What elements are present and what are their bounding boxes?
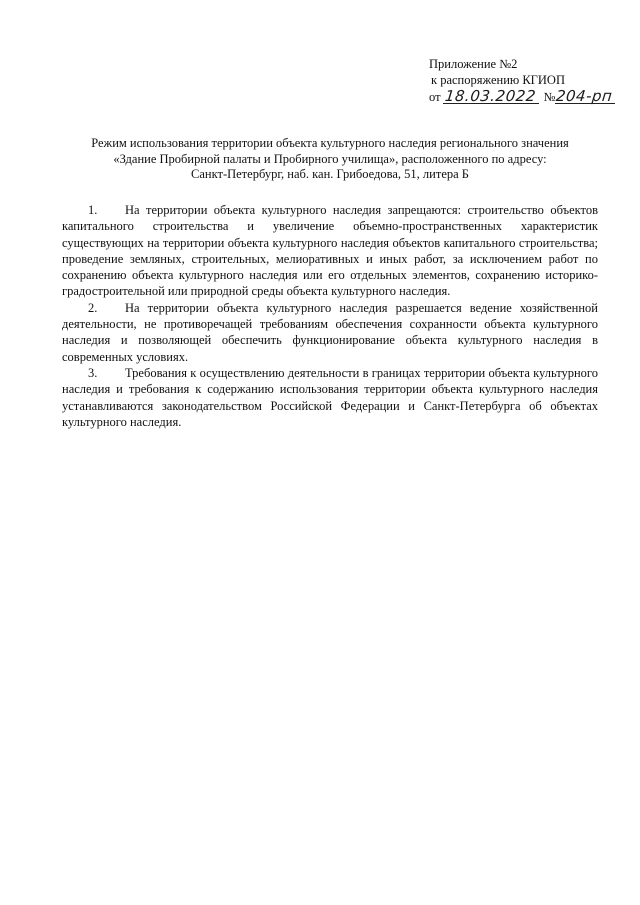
paragraph-3 bbox=[62, 365, 598, 430]
paragraph-number: 3. bbox=[88, 365, 98, 380]
paragraph-text: На территории объекта культурного наследия запрещаются: строительство объектов капитального строительства и увеличение объемно-пространственных характеристик существующих на территории объекта культурного наследия объектов капитального строительства; проведение земляных, строительных, мелиоративных и иных работ, за исключением работ по сохранению объекта культурного наследия или его отдельных элементов, сохранению историко-градостроительной или природной среды объекта культурного наследия. bbox=[62, 203, 598, 299]
appendix-order-ref: к распоряжению КГИОП bbox=[431, 73, 565, 87]
document-title bbox=[60, 136, 600, 183]
date-value: 18.03.2022 bbox=[443, 87, 537, 105]
paragraph-text: Требования к осуществлению деятельности в границах территории объекта культурного наследия и требования к содержанию использования территории объекта культурного наследия устанавливаются законодательством Российской Федерации и Санкт-Петербурга об объектах культурного наследия. bbox=[62, 365, 598, 429]
document-body bbox=[62, 202, 598, 430]
number-value: 204-рп bbox=[555, 87, 614, 105]
paragraph-1 bbox=[62, 202, 598, 300]
title-line-2: «Здание Пробирной палаты и Пробирного училища», расположенного по адресу: bbox=[113, 151, 547, 166]
appendix-block bbox=[429, 56, 629, 105]
appendix-date-number-line bbox=[429, 88, 629, 105]
number-underline bbox=[555, 103, 614, 104]
number-handwritten-field bbox=[556, 88, 612, 105]
paragraph-number: 2. bbox=[88, 300, 98, 315]
date-prefix: от bbox=[429, 90, 441, 104]
title-line-1: Режим использования территории объекта культурного наследия регионального значения bbox=[91, 136, 569, 150]
paragraph-2 bbox=[62, 300, 598, 365]
appendix-title: Приложение №2 bbox=[429, 57, 518, 71]
paragraph-number: 1. bbox=[88, 203, 98, 217]
title-line-3: Санкт-Петербург, наб. кан. Грибоедова, 51, литера Б bbox=[191, 167, 469, 181]
paragraph-text: На территории объекта культурного наследия разрешается ведение хозяйственной деятельности, не противоречащей требованиям обеспечения сохранности объекта культурного наследия и позволяющей обеспечить функционирование объекта культурного наследия в современных условиях. bbox=[62, 300, 598, 364]
number-prefix: № bbox=[543, 90, 556, 104]
date-underline bbox=[443, 103, 540, 104]
date-handwritten-field bbox=[445, 88, 536, 105]
